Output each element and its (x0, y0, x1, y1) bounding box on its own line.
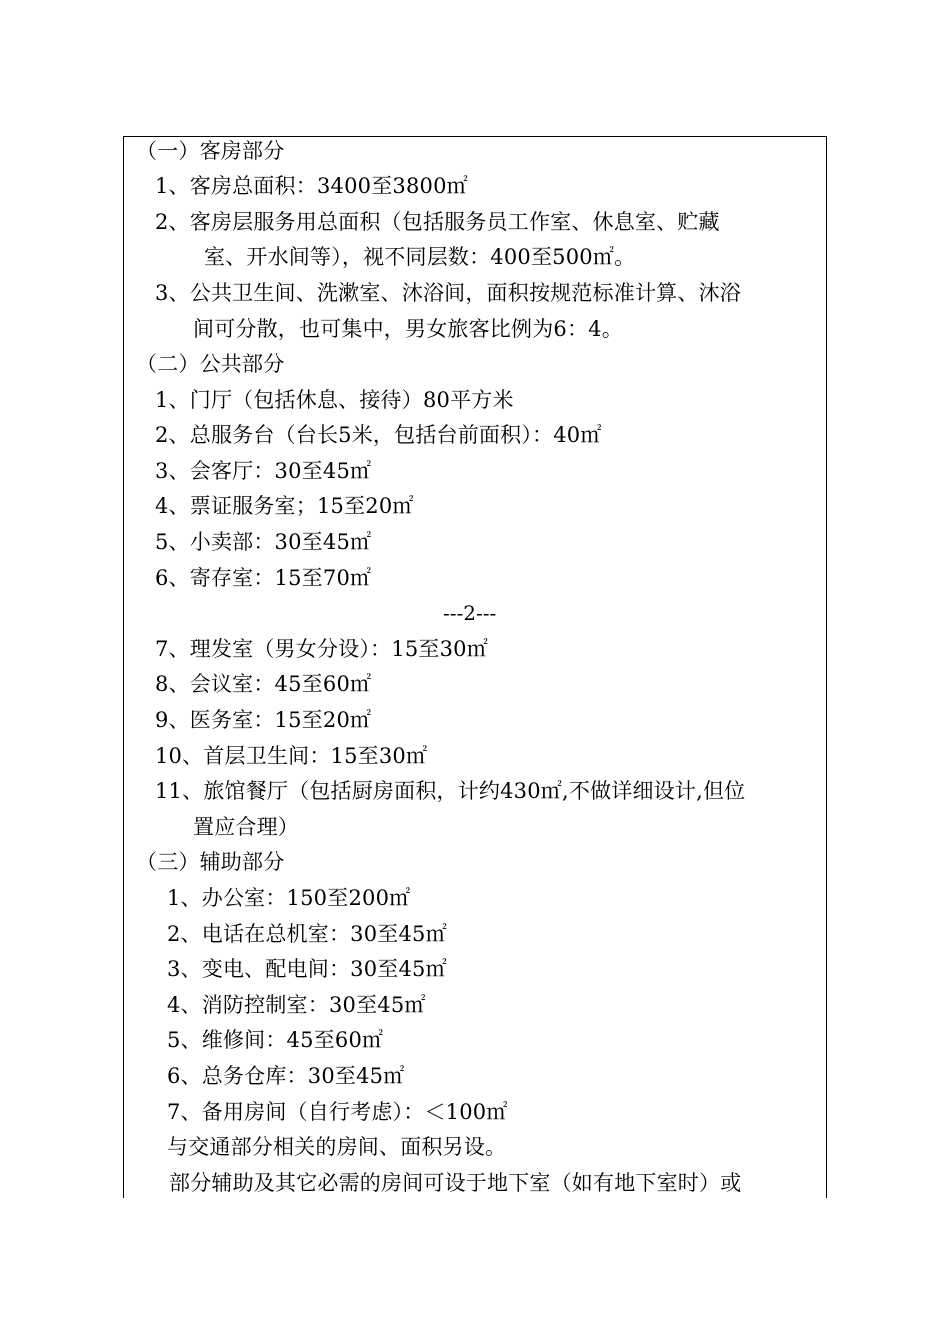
section-heading-public: （二）公共部分 (136, 352, 285, 376)
list-item: 7、备用房间（自行考虑）：＜100㎡ (167, 1100, 508, 1124)
list-item: 6、寄存室：15至70㎡ (155, 566, 372, 590)
list-item: 5、维修间：45至60㎡ (167, 1028, 384, 1052)
note-paragraph: 与交通部分相关的房间、面积另设。 (167, 1135, 507, 1159)
list-item: 2、总服务台（台长5米，包括台前面积）：40㎡ (155, 423, 602, 447)
list-item: 10、首层卫生间：15至30㎡ (155, 744, 428, 768)
document-frame (123, 136, 827, 1198)
list-item: 11、旅馆餐厅（包括厨房面积，计约430㎡,不做详细设计,但位 (155, 779, 746, 803)
list-item: 4、票证服务室；15至20㎡ (155, 494, 414, 518)
section-heading-rooms: （一）客房部分 (136, 139, 285, 163)
list-item: 3、会客厅：30至45㎡ (155, 459, 372, 483)
list-item: 8、会议室：45至60㎡ (155, 672, 372, 696)
list-item: 9、医务室：15至20㎡ (155, 708, 372, 732)
list-item: 1、办公室：150至200㎡ (167, 886, 411, 910)
list-item: 7、理发室（男女分设）：15至30㎡ (155, 637, 488, 661)
list-item: 1、门厅（包括休息、接待）80平方米 (155, 388, 514, 412)
list-item: 4、消防控制室：30至45㎡ (167, 993, 426, 1017)
list-item: 6、总务仓库：30至45㎡ (167, 1064, 405, 1088)
list-item: 2、电话在总机室：30至45㎡ (167, 922, 447, 946)
page-number: ---2--- (443, 601, 497, 625)
list-item: 1、客房总面积：3400至3800㎡ (155, 174, 468, 198)
list-item: 2、客房层服务用总面积（包括服务员工作室、休息室、贮藏 (155, 210, 720, 234)
list-item-continuation: 室、开水间等），视不同层数：400至500㎡。 (204, 245, 636, 269)
section-heading-auxiliary: （三）辅助部分 (136, 850, 285, 874)
list-item: 3、公共卫生间、洗漱室、沐浴间，面积按规范标准计算、沐浴 (155, 281, 741, 305)
list-item-continuation: 置应合理） (193, 815, 299, 839)
list-item-continuation: 间可分散，也可集中，男女旅客比例为6：4。 (193, 317, 623, 341)
list-item: 3、变电、配电间：30至45㎡ (167, 957, 447, 981)
note-paragraph: 部分辅助及其它必需的房间可设于地下室（如有地下室时）或 (169, 1171, 742, 1195)
list-item: 5、小卖部：30至45㎡ (155, 530, 372, 554)
